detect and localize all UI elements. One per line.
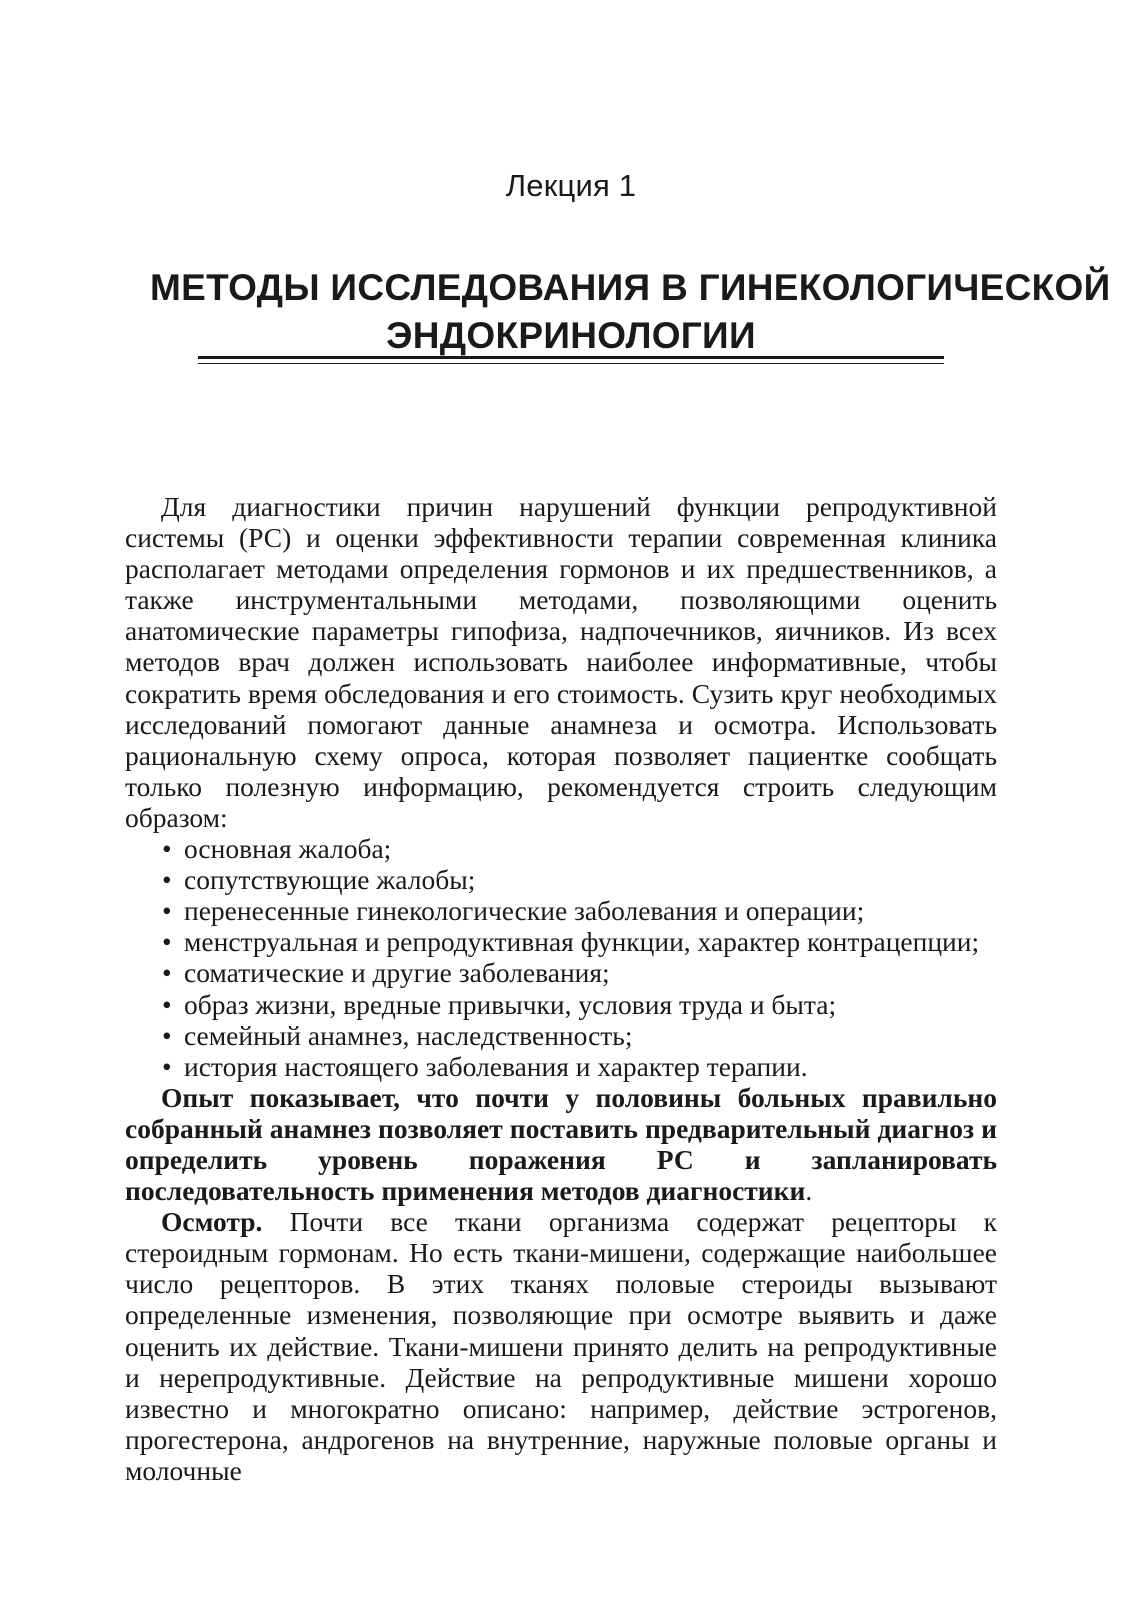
bullet-icon: • <box>162 833 172 865</box>
list-item <box>162 833 997 864</box>
title-rule-thick <box>198 356 944 359</box>
key-finding-period: . <box>805 1175 813 1207</box>
list-item <box>162 957 997 988</box>
bullet-icon: • <box>162 1019 172 1051</box>
chapter-title-line-1: МЕТОДЫ ИССЛЕДОВАНИЯ В ГИНЕКОЛОГИЧЕСКОЙ <box>150 267 1111 308</box>
list-item <box>162 1051 997 1082</box>
bullet-icon: • <box>162 864 172 896</box>
bullet-icon: • <box>162 895 172 927</box>
history-checklist <box>125 833 997 1082</box>
list-item-text: соматические и другие заболевания; <box>184 957 610 989</box>
list-item <box>162 926 997 957</box>
list-item-text: менструальная и репродуктивная функции, характер контрацепции; <box>184 926 980 958</box>
list-item <box>162 864 997 895</box>
intro-paragraph: Для диагностики причин нарушений функции репродуктивной системы (РС) и оценки эффективности терапии современная клиника располагает методами определения гормонов и их предшественников, а также инструментальными методами, позволяющими оценить анатомические параметры гипофиза, надпочечников, яичников. Из всех методов врач должен использовать наиболее информативные, чтобы сократить время обследования и его стоимость. Сузить круг необходимых исследований помогают данные анамнеза и осмотра. Использовать рациональную схему опроса, которая позволяет пациентке сообщать только полезную информацию, рекомендуется строить следующим образом: <box>125 491 997 833</box>
list-item-text: семейный анамнез, наследственность; <box>184 1019 633 1051</box>
list-item-text: основная жалоба; <box>184 833 392 865</box>
list-item-text: образ жизни, вредные привычки, условия труда и быта; <box>184 988 837 1020</box>
bullet-icon: • <box>162 1050 172 1082</box>
examination-paragraph <box>125 1206 997 1486</box>
title-rule-thin <box>198 363 944 364</box>
chapter-title <box>150 264 1111 360</box>
bullet-icon: • <box>162 926 172 958</box>
list-item-text: история настоящего заболевания и характер терапии. <box>184 1050 808 1082</box>
body-text <box>125 491 997 1486</box>
bullet-icon: • <box>162 988 172 1020</box>
lecture-label: Лекция 1 <box>505 168 637 203</box>
examination-lead: Осмотр. <box>161 1206 263 1238</box>
examination-text: Почти все ткани организма содержат рецепторы к стероидным гормонам. Но есть ткани-мишени, содержащие наибольшее число рецепторов. В этих тканях половые стероиды вызывают определенные изменения, позволяющие при осмотре выявить и даже оценить их действие. Ткани-мишени принято делить на репродуктивные и нерепродуктивные. Действие на репродуктивные мишени хорошо известно и многократно описано: например, действие эстрогенов, прогестерона, андрогенов на внутренние, наружные половые органы и молочные <box>125 1206 997 1486</box>
chapter-title-line-2: ЭНДОКРИНОЛОГИИ <box>386 315 756 356</box>
bullet-icon: • <box>162 957 172 989</box>
list-item <box>162 989 997 1020</box>
list-item-text: перенесенные гинекологические заболевания и операции; <box>184 895 865 927</box>
list-item <box>162 1020 997 1051</box>
key-finding-paragraph <box>125 1082 997 1206</box>
list-item <box>162 895 997 926</box>
key-finding-text: Опыт показывает, что почти у половины больных правильно собранный анамнез позволяет поставить предварительный диагноз и определить уровень поражения РС и запланировать последовательность применения методов диагностики <box>125 1081 997 1207</box>
list-item-text: сопутствующие жалобы; <box>184 864 476 896</box>
